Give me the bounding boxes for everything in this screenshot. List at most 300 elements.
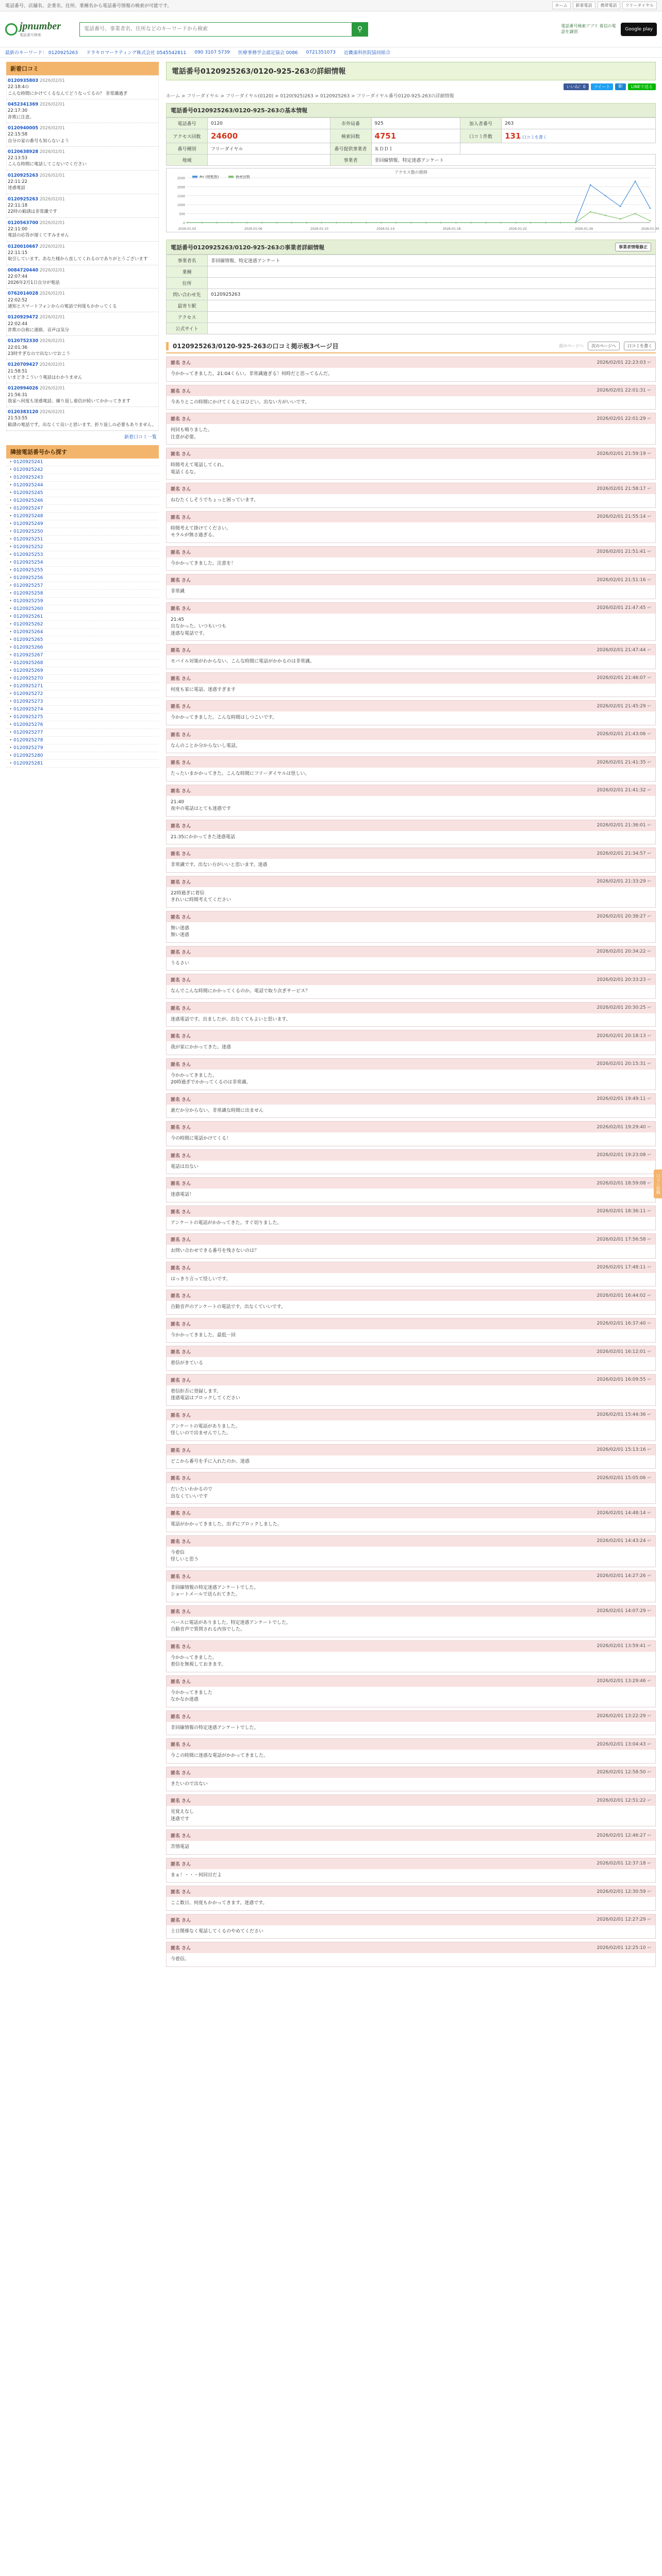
reply-icon[interactable]: ↩ bbox=[646, 1209, 651, 1214]
comment-user: 匿名 さん bbox=[171, 550, 191, 555]
comment-body: 21:45 出なかった。いつもいつも 迷惑な電話です。 bbox=[171, 617, 227, 636]
search-button[interactable] bbox=[352, 22, 368, 37]
nearby-number-link[interactable]: • 0120925257 bbox=[6, 582, 159, 590]
nearby-number-link[interactable]: • 0120925258 bbox=[6, 590, 159, 598]
reply-icon[interactable]: ↩ bbox=[646, 1770, 651, 1775]
share-button[interactable]: LINEで送る bbox=[628, 83, 656, 90]
nearby-number-link[interactable]: • 0120925278 bbox=[6, 737, 159, 744]
comment-user: 匿名 さん bbox=[171, 361, 191, 366]
comment-user: 匿名 さん bbox=[171, 1714, 191, 1720]
reply-icon[interactable]: ↩ bbox=[646, 1798, 651, 1803]
nearby-number-link[interactable]: • 0120925277 bbox=[6, 729, 159, 737]
access-chart bbox=[166, 168, 659, 232]
comment-date: 2026/02/01 21:36:01 bbox=[597, 823, 646, 828]
comments-list bbox=[166, 357, 656, 1967]
share-button[interactable]: いいね！0 bbox=[564, 83, 589, 90]
recent-number[interactable]: 0120752330 bbox=[8, 338, 39, 344]
reply-icon[interactable]: ↩ bbox=[646, 1321, 651, 1326]
nearby-number-link[interactable]: • 0120925267 bbox=[6, 652, 159, 659]
comment-body: 今の時間に電話かけてくる！ bbox=[171, 1136, 231, 1141]
comment-user: 匿名 さん bbox=[171, 1539, 191, 1545]
nearby-number-link[interactable]: • 0120925255 bbox=[6, 567, 159, 574]
recent-number[interactable]: 0120925263 bbox=[8, 173, 39, 178]
biz-value bbox=[208, 312, 656, 323]
recent-item[interactable] bbox=[7, 265, 158, 289]
recent-item[interactable] bbox=[7, 336, 158, 360]
reply-icon[interactable]: ↩ bbox=[646, 1861, 651, 1866]
comment-date: 2026/02/01 14:43:24 bbox=[597, 1538, 646, 1544]
post-review-side-tab[interactable]: 口コミ投稿 bbox=[654, 1170, 662, 1198]
comment-header bbox=[167, 1030, 655, 1041]
keyword-link[interactable]: ドラキロマーケティング株式会社 0545542811 bbox=[86, 50, 187, 56]
logo-sub: 電話番号検索 bbox=[20, 33, 41, 37]
nearby-number-link[interactable]: • 0120925251 bbox=[6, 536, 159, 544]
nearby-number-link[interactable]: • 0120925260 bbox=[6, 605, 159, 613]
biz-key: 住所 bbox=[167, 278, 208, 289]
biz-key: 事業者名 bbox=[167, 255, 208, 266]
comment bbox=[166, 1093, 656, 1118]
reply-icon[interactable]: ↩ bbox=[646, 486, 651, 492]
reply-icon[interactable]: ↩ bbox=[646, 914, 651, 919]
reply-icon[interactable]: ↩ bbox=[646, 732, 651, 737]
reply-icon[interactable]: ↩ bbox=[646, 1124, 651, 1130]
comment-header bbox=[167, 1346, 655, 1357]
logo-icon bbox=[5, 23, 18, 36]
reply-icon[interactable]: ↩ bbox=[646, 1833, 651, 1838]
reply-icon[interactable]: ↩ bbox=[646, 1714, 651, 1719]
data-point bbox=[366, 222, 367, 224]
comment-header bbox=[167, 1858, 655, 1869]
nearby-number-link[interactable]: • 0120925265 bbox=[6, 636, 159, 644]
data-point bbox=[410, 222, 412, 224]
comment-body: まぁ！・・・何回目だよ bbox=[171, 1872, 222, 1878]
recent-number[interactable]: 0120929472 bbox=[8, 315, 39, 320]
comment-date: 2026/02/01 21:41:35 bbox=[597, 759, 646, 765]
reply-icon[interactable]: ↩ bbox=[646, 1293, 651, 1298]
comment-date: 2026/02/01 14:07:29 bbox=[597, 1608, 646, 1614]
nearby-number-link[interactable]: • 0120925273 bbox=[6, 698, 159, 706]
info-key: 番号提供事業者 bbox=[330, 143, 371, 155]
reply-icon[interactable]: ↩ bbox=[646, 879, 651, 884]
biz-title-bar bbox=[166, 240, 656, 255]
comment-header bbox=[167, 1571, 655, 1582]
comment-header bbox=[167, 1536, 655, 1547]
comment bbox=[166, 385, 656, 410]
recent-number[interactable]: 0120563700 bbox=[8, 220, 39, 226]
comment bbox=[166, 785, 656, 817]
reply-icon[interactable]: ↩ bbox=[646, 514, 651, 519]
recent-number[interactable]: 0762014028 bbox=[8, 291, 39, 297]
reply-icon[interactable]: ↩ bbox=[646, 1510, 651, 1516]
recent-item[interactable] bbox=[7, 147, 158, 171]
comment-user: 匿名 さん bbox=[171, 1265, 191, 1271]
reply-icon[interactable]: ↩ bbox=[646, 703, 651, 709]
reply-icon[interactable]: ↩ bbox=[646, 360, 651, 365]
comment-date: 2026/02/01 14:27:26 bbox=[597, 1573, 646, 1579]
reply-icon[interactable]: ↩ bbox=[646, 1033, 651, 1039]
nearby-number-link[interactable]: • 0120925276 bbox=[6, 721, 159, 729]
reply-icon[interactable]: ↩ bbox=[646, 549, 651, 554]
app-promo[interactable]: 電話番号検索アプリ 着信の電話を識別 bbox=[561, 24, 616, 34]
comment-user: 匿名 さん bbox=[171, 823, 191, 829]
recent-text: 22:02:44 詐欺の自称に連絡、音声は気分 bbox=[8, 321, 70, 333]
data-point bbox=[590, 184, 591, 186]
top-link[interactable]: ホーム bbox=[552, 2, 571, 9]
data-point bbox=[187, 222, 188, 224]
nearby-number-link[interactable]: • 0120925279 bbox=[6, 744, 159, 752]
reply-icon[interactable]: ↩ bbox=[646, 1608, 651, 1614]
nearby-number-link[interactable]: • 0120925262 bbox=[6, 621, 159, 629]
recent-number[interactable]: 0120709427 bbox=[8, 362, 39, 368]
data-point bbox=[351, 222, 352, 224]
comment-user: 匿名 さん bbox=[171, 1238, 191, 1243]
comment-date: 2026/02/01 20:18:13 bbox=[597, 1033, 646, 1039]
y-tick-label: 2000 bbox=[177, 185, 185, 190]
top-links bbox=[552, 2, 657, 9]
reply-icon[interactable]: ↩ bbox=[646, 1061, 651, 1066]
reply-icon[interactable]: ↩ bbox=[646, 851, 651, 856]
reply-icon[interactable]: ↩ bbox=[646, 1265, 651, 1270]
logo[interactable] bbox=[5, 21, 72, 38]
recent-text: 22:18:4の こんな時間にかけてくるなんてどうなってるの？ 非常識過ぎ bbox=[8, 84, 128, 96]
comment bbox=[166, 448, 656, 480]
comment-user: 匿名 さん bbox=[171, 1890, 191, 1895]
comment-user: 匿名 さん bbox=[171, 1153, 191, 1159]
comment-body: 無い迷惑 無い迷惑 bbox=[171, 925, 190, 938]
comment bbox=[166, 1767, 656, 1792]
info-key: 地域 bbox=[167, 155, 208, 166]
nearby-number-link[interactable]: • 0120925256 bbox=[6, 574, 159, 582]
legend-label: 検索回数 bbox=[236, 175, 250, 179]
top-link[interactable]: フリーダイヤル bbox=[622, 2, 657, 9]
reply-icon[interactable]: ↩ bbox=[646, 759, 651, 765]
data-point bbox=[246, 222, 248, 224]
reply-icon[interactable]: ↩ bbox=[646, 1096, 651, 1101]
keyword-link[interactable]: 医療事務学会認定協会 0086 bbox=[238, 50, 298, 56]
reply-icon[interactable]: ↩ bbox=[646, 675, 651, 681]
x-tick-label: 2026-01-22 bbox=[508, 227, 527, 231]
nearby-number-link[interactable]: • 0120925270 bbox=[6, 675, 159, 683]
comment bbox=[166, 1914, 656, 1939]
reply-icon[interactable]: ↩ bbox=[646, 1349, 651, 1354]
reply-icon[interactable]: ↩ bbox=[646, 388, 651, 393]
recent-date: 2026/02/01 bbox=[38, 338, 65, 344]
edit-biz-button[interactable]: 事業者情報修正 bbox=[615, 243, 651, 251]
comment-body: アンケートの電話がかかってきた。すぐ切りました。 bbox=[171, 1220, 282, 1226]
keyword-link[interactable]: 090 3107 5739 bbox=[194, 49, 230, 55]
keyword-nav bbox=[0, 47, 662, 58]
info-value: 非回線情報、特定迷惑アンケート bbox=[371, 155, 655, 166]
comment-body: 今着信 怪しいと思う bbox=[171, 1550, 199, 1562]
comment-header bbox=[167, 385, 655, 396]
y-tick-label: 1500 bbox=[177, 194, 185, 198]
comment-date: 2026/02/01 22:23:03 bbox=[597, 360, 646, 365]
nearby-number-link[interactable]: • 0120925275 bbox=[6, 714, 159, 721]
comment-date: 2026/02/01 16:12:01 bbox=[597, 1349, 646, 1354]
recent-item[interactable] bbox=[7, 407, 158, 431]
nearby-number-link[interactable]: • 0120925254 bbox=[6, 559, 159, 567]
x-tick-label: 2026-01-14 bbox=[376, 227, 395, 231]
comment bbox=[166, 728, 656, 754]
comment-date: 2026/02/01 12:58:50 bbox=[597, 1770, 646, 1775]
reply-icon[interactable]: ↩ bbox=[646, 1180, 651, 1186]
write-review-link[interactable]: 口コミを書く bbox=[521, 135, 547, 140]
search-input[interactable] bbox=[79, 22, 352, 37]
reply-icon[interactable]: ↩ bbox=[646, 1741, 651, 1747]
top-link[interactable]: 携帯電話 bbox=[598, 2, 620, 9]
comment-body: 我が家にかかってきた。迷惑 bbox=[171, 1045, 231, 1050]
comment-header bbox=[167, 673, 655, 684]
comment-date: 2026/02/01 15:13:16 bbox=[597, 1447, 646, 1452]
nearby-list bbox=[6, 459, 159, 768]
reply-icon[interactable]: ↩ bbox=[646, 788, 651, 793]
comment bbox=[166, 974, 656, 999]
comment bbox=[166, 1149, 656, 1175]
reply-icon[interactable]: ↩ bbox=[646, 1377, 651, 1382]
recent-number[interactable]: 0120638928 bbox=[8, 149, 39, 155]
nearby-number-link[interactable]: • 0120925250 bbox=[6, 528, 159, 536]
comment-body: どこから番号を手に入れたのか。迷惑 bbox=[171, 1459, 250, 1464]
recent-number[interactable]: 0120010667 bbox=[8, 244, 39, 249]
comment-date: 2026/02/01 21:41:32 bbox=[597, 788, 646, 793]
nearby-number-link[interactable]: • 0120925246 bbox=[6, 497, 159, 505]
comment-body: 今かかってきました。 着信を無視しておきます。 bbox=[171, 1655, 226, 1667]
biz-value bbox=[208, 266, 656, 278]
comment-body: アンケートの電話がありました。 怪しいので出ませんでした。 bbox=[171, 1423, 240, 1436]
keyword-link[interactable]: 近畿歯科医院協同組合 bbox=[343, 50, 390, 56]
nearby-number-link[interactable]: • 0120925247 bbox=[6, 505, 159, 513]
reply-icon[interactable]: ↩ bbox=[646, 1643, 651, 1649]
reply-icon[interactable]: ↩ bbox=[646, 1679, 651, 1684]
reply-icon[interactable]: ↩ bbox=[646, 1917, 651, 1922]
recent-item[interactable] bbox=[7, 99, 158, 123]
comment-body: 非回線情報の特定迷惑アンケートでした。 bbox=[171, 1725, 259, 1731]
comment-user: 匿名 さん bbox=[171, 1609, 191, 1615]
data-point bbox=[217, 222, 218, 224]
recent-number[interactable]: 0120994026 bbox=[8, 386, 39, 392]
nearby-number-link[interactable]: • 0120925253 bbox=[6, 551, 159, 559]
biz-value: 0120925263 bbox=[208, 289, 656, 300]
recent-item[interactable] bbox=[7, 360, 158, 383]
nearby-number-link[interactable]: • 0120925280 bbox=[6, 752, 159, 760]
recent-number[interactable]: 0084720440 bbox=[8, 267, 39, 273]
chart-heading: アクセス数の推移 bbox=[394, 170, 427, 175]
recent-number[interactable]: 0120383120 bbox=[8, 410, 39, 415]
recent-text: 22:15:58 自分の家の番号も知らないよう bbox=[8, 132, 70, 144]
recent-item[interactable] bbox=[7, 242, 158, 265]
nearby-title: 隣接電話番号から探す bbox=[6, 445, 159, 459]
comment-header bbox=[167, 911, 655, 922]
reply-icon[interactable]: ↩ bbox=[646, 1475, 651, 1481]
reply-icon[interactable]: ↩ bbox=[646, 1005, 651, 1010]
comment-date: 2026/02/01 18:36:11 bbox=[597, 1209, 646, 1214]
comment-user: 匿名 さん bbox=[171, 1062, 191, 1067]
recent-item[interactable] bbox=[7, 218, 158, 242]
google-play-badge[interactable]: Google play bbox=[621, 23, 657, 36]
reply-icon[interactable]: ↩ bbox=[646, 1153, 651, 1158]
reply-icon[interactable]: ↩ bbox=[646, 605, 651, 611]
info-value: 0120 bbox=[208, 118, 330, 129]
reply-icon[interactable]: ↩ bbox=[646, 1538, 651, 1544]
comment-user: 匿名 さん bbox=[171, 1574, 191, 1580]
prev-page-link[interactable]: 前のページへ bbox=[559, 344, 584, 348]
comment-user: 匿名 さん bbox=[171, 1511, 191, 1516]
data-point bbox=[425, 222, 427, 224]
nearby-number-link[interactable]: • 0120925266 bbox=[6, 644, 159, 652]
comment-header bbox=[167, 1507, 655, 1518]
recent-number[interactable]: 0452341369 bbox=[8, 101, 39, 107]
comment-body: 誰だか分からない。非常識な時間に出ません bbox=[171, 1108, 264, 1113]
recent-number[interactable]: 0120940005 bbox=[8, 125, 39, 131]
data-point bbox=[306, 222, 307, 224]
comment-header bbox=[167, 483, 655, 494]
nearby-number-link[interactable]: • 0120925268 bbox=[6, 659, 159, 667]
comment-user: 匿名 さん bbox=[171, 1476, 191, 1481]
comment-user: 匿名 さん bbox=[171, 1770, 191, 1776]
comment-date: 2026/02/01 20:33:23 bbox=[597, 977, 646, 982]
next-page-button[interactable]: 次のページへ bbox=[588, 342, 620, 350]
reply-icon[interactable]: ↩ bbox=[646, 949, 651, 954]
comment-header bbox=[167, 1795, 655, 1806]
left-sidebar bbox=[6, 62, 159, 1970]
comment-date: 2026/02/01 22:01:31 bbox=[597, 388, 646, 393]
keyword-link[interactable]: 最新のキーワード： 0120925263 bbox=[5, 50, 78, 56]
nearby-number-link[interactable]: • 0120925252 bbox=[6, 544, 159, 551]
comment-date: 2026/02/01 19:29:40 bbox=[597, 1124, 646, 1130]
recent-item[interactable] bbox=[7, 123, 158, 147]
comment bbox=[166, 1886, 656, 1911]
recent-item[interactable] bbox=[7, 171, 158, 194]
comment-header bbox=[167, 547, 655, 557]
comment-user: 匿名 さん bbox=[171, 1209, 191, 1215]
info-key: 電話番号 bbox=[167, 118, 208, 129]
keyword-link[interactable]: 0721351073 bbox=[306, 49, 336, 55]
nearby-number-link[interactable]: • 0120925272 bbox=[6, 690, 159, 698]
comment-user: 匿名 さん bbox=[171, 578, 191, 583]
top-link[interactable]: 新着電話 bbox=[573, 2, 595, 9]
reply-icon[interactable]: ↩ bbox=[646, 1889, 651, 1894]
biz-title: 電話番号0120925263/0120-925-263の事業者詳細情報 bbox=[171, 244, 325, 251]
recent-date: 2026/02/01 bbox=[38, 291, 65, 297]
comment-user: 匿名 さん bbox=[171, 1378, 191, 1383]
recent-item[interactable] bbox=[7, 312, 158, 336]
nearby-number-link[interactable]: • 0120925242 bbox=[6, 466, 159, 474]
comment bbox=[166, 1121, 656, 1146]
share-button[interactable]: B! bbox=[615, 83, 626, 90]
comment-body: 今かかってきました。最低一回 bbox=[171, 1332, 236, 1338]
reply-icon[interactable]: ↩ bbox=[646, 1412, 651, 1417]
nearby-number-link[interactable]: • 0120925248 bbox=[6, 513, 159, 520]
data-point bbox=[455, 222, 457, 224]
comment-header bbox=[167, 729, 655, 740]
reply-icon[interactable]: ↩ bbox=[646, 977, 651, 982]
comment-date: 2026/02/01 15:44:36 bbox=[597, 1412, 646, 1417]
comment-date: 2026/02/01 21:45:29 bbox=[597, 703, 646, 709]
reply-icon[interactable]: ↩ bbox=[646, 1945, 651, 1951]
reply-icon[interactable]: ↩ bbox=[646, 416, 651, 421]
comment bbox=[166, 1058, 656, 1090]
recent-item[interactable] bbox=[7, 383, 158, 407]
recent-text: 22:02:52 通知とスマートフォンからの電話で何度もかかってくる bbox=[8, 297, 117, 310]
nearby-number-link[interactable]: • 0120925243 bbox=[6, 474, 159, 482]
comment-body: なんのことか分からないし電話。 bbox=[171, 743, 241, 749]
comment-date: 2026/02/01 21:46:07 bbox=[597, 675, 646, 681]
data-point bbox=[620, 206, 621, 207]
nearby-number-link[interactable]: • 0120925271 bbox=[6, 683, 159, 690]
reply-icon[interactable]: ↩ bbox=[646, 451, 651, 456]
nearby-number-link[interactable]: • 0120925261 bbox=[6, 613, 159, 621]
comment-body: 迷惑電話です。出ましたが、出なくてもよいと思います。 bbox=[171, 1016, 291, 1022]
comment-date: 2026/02/01 21:43:06 bbox=[597, 732, 646, 737]
recent-number[interactable]: 0120935803 bbox=[8, 78, 39, 83]
nearby-number-link[interactable]: • 0120925241 bbox=[6, 459, 159, 466]
y-tick-label: 500 bbox=[179, 212, 185, 216]
recent-date: 2026/02/01 bbox=[38, 220, 65, 226]
recent-item[interactable] bbox=[7, 76, 158, 99]
comment-header bbox=[167, 1606, 655, 1617]
comment bbox=[166, 574, 656, 599]
info-key: 口コミ件数 bbox=[460, 129, 502, 143]
nearby-number-link[interactable]: • 0120925264 bbox=[6, 629, 159, 636]
comment-header bbox=[167, 820, 655, 831]
share-button[interactable]: ツイート bbox=[591, 83, 614, 90]
recent-item[interactable] bbox=[7, 194, 158, 218]
reply-icon[interactable]: ↩ bbox=[646, 823, 651, 828]
comment-user: 匿名 さん bbox=[171, 1413, 191, 1418]
biz-value: 非回線情報、特定迷惑アンケート bbox=[208, 255, 656, 266]
nearby-number-link[interactable]: • 0120925244 bbox=[6, 482, 159, 489]
nearby-number-link[interactable]: • 0120925281 bbox=[6, 760, 159, 768]
comment bbox=[166, 1206, 656, 1231]
comment-user: 匿名 さん bbox=[171, 1742, 191, 1748]
data-point bbox=[231, 222, 233, 224]
comment-user: 匿名 さん bbox=[171, 487, 191, 492]
comment-body: 今この時間に迷惑な電話がかかってきました。 bbox=[171, 1753, 269, 1758]
reply-icon[interactable]: ↩ bbox=[646, 1573, 651, 1579]
data-point bbox=[620, 218, 621, 220]
comment bbox=[166, 1177, 656, 1202]
write-review-button[interactable]: 口コミを書く bbox=[624, 342, 656, 350]
recent-number[interactable]: 0120925263 bbox=[8, 196, 39, 202]
comment bbox=[166, 848, 656, 873]
x-tick-label: 2026-01-06 bbox=[244, 227, 262, 231]
comment-body: 今かかってきました。21:04くらい。非常識過ぎる！何時だと思ってるんだ。 bbox=[171, 371, 333, 377]
comments-header bbox=[166, 340, 656, 353]
nearby-number-link[interactable]: • 0120925259 bbox=[6, 598, 159, 605]
recent-text: 22:07:44 2026年2月1日自分が電話 bbox=[8, 274, 60, 286]
reply-icon[interactable]: ↩ bbox=[646, 1447, 651, 1452]
comment bbox=[166, 1444, 656, 1469]
recent-item[interactable] bbox=[7, 289, 158, 312]
comment-body: 今ありとこの時間にかけてくるとはひどい。出ない方がいいです。 bbox=[171, 399, 310, 405]
reply-icon[interactable]: ↩ bbox=[646, 1236, 651, 1242]
comment bbox=[166, 602, 656, 641]
nearby-number-link[interactable]: • 0120925269 bbox=[6, 667, 159, 675]
recent-text: 22:17:30 詐欺に注意。 bbox=[8, 108, 35, 120]
reply-icon[interactable]: ↩ bbox=[646, 647, 651, 653]
reply-icon[interactable]: ↩ bbox=[646, 577, 651, 583]
more-recent-link[interactable]: 新着口コミ一覧 bbox=[124, 435, 157, 440]
comment-body: 電話がかかってきました。出ずにブロックしました。 bbox=[171, 1522, 282, 1527]
data-point bbox=[560, 222, 561, 224]
nearby-number-link[interactable]: • 0120925249 bbox=[6, 520, 159, 528]
nearby-number-link[interactable]: • 0120925245 bbox=[6, 489, 159, 497]
comment bbox=[166, 1942, 656, 1967]
info-value: 131 口コミを書く bbox=[502, 129, 656, 143]
nearby-number-link[interactable]: • 0120925274 bbox=[6, 706, 159, 714]
biz-value bbox=[208, 278, 656, 289]
comment bbox=[166, 511, 656, 543]
